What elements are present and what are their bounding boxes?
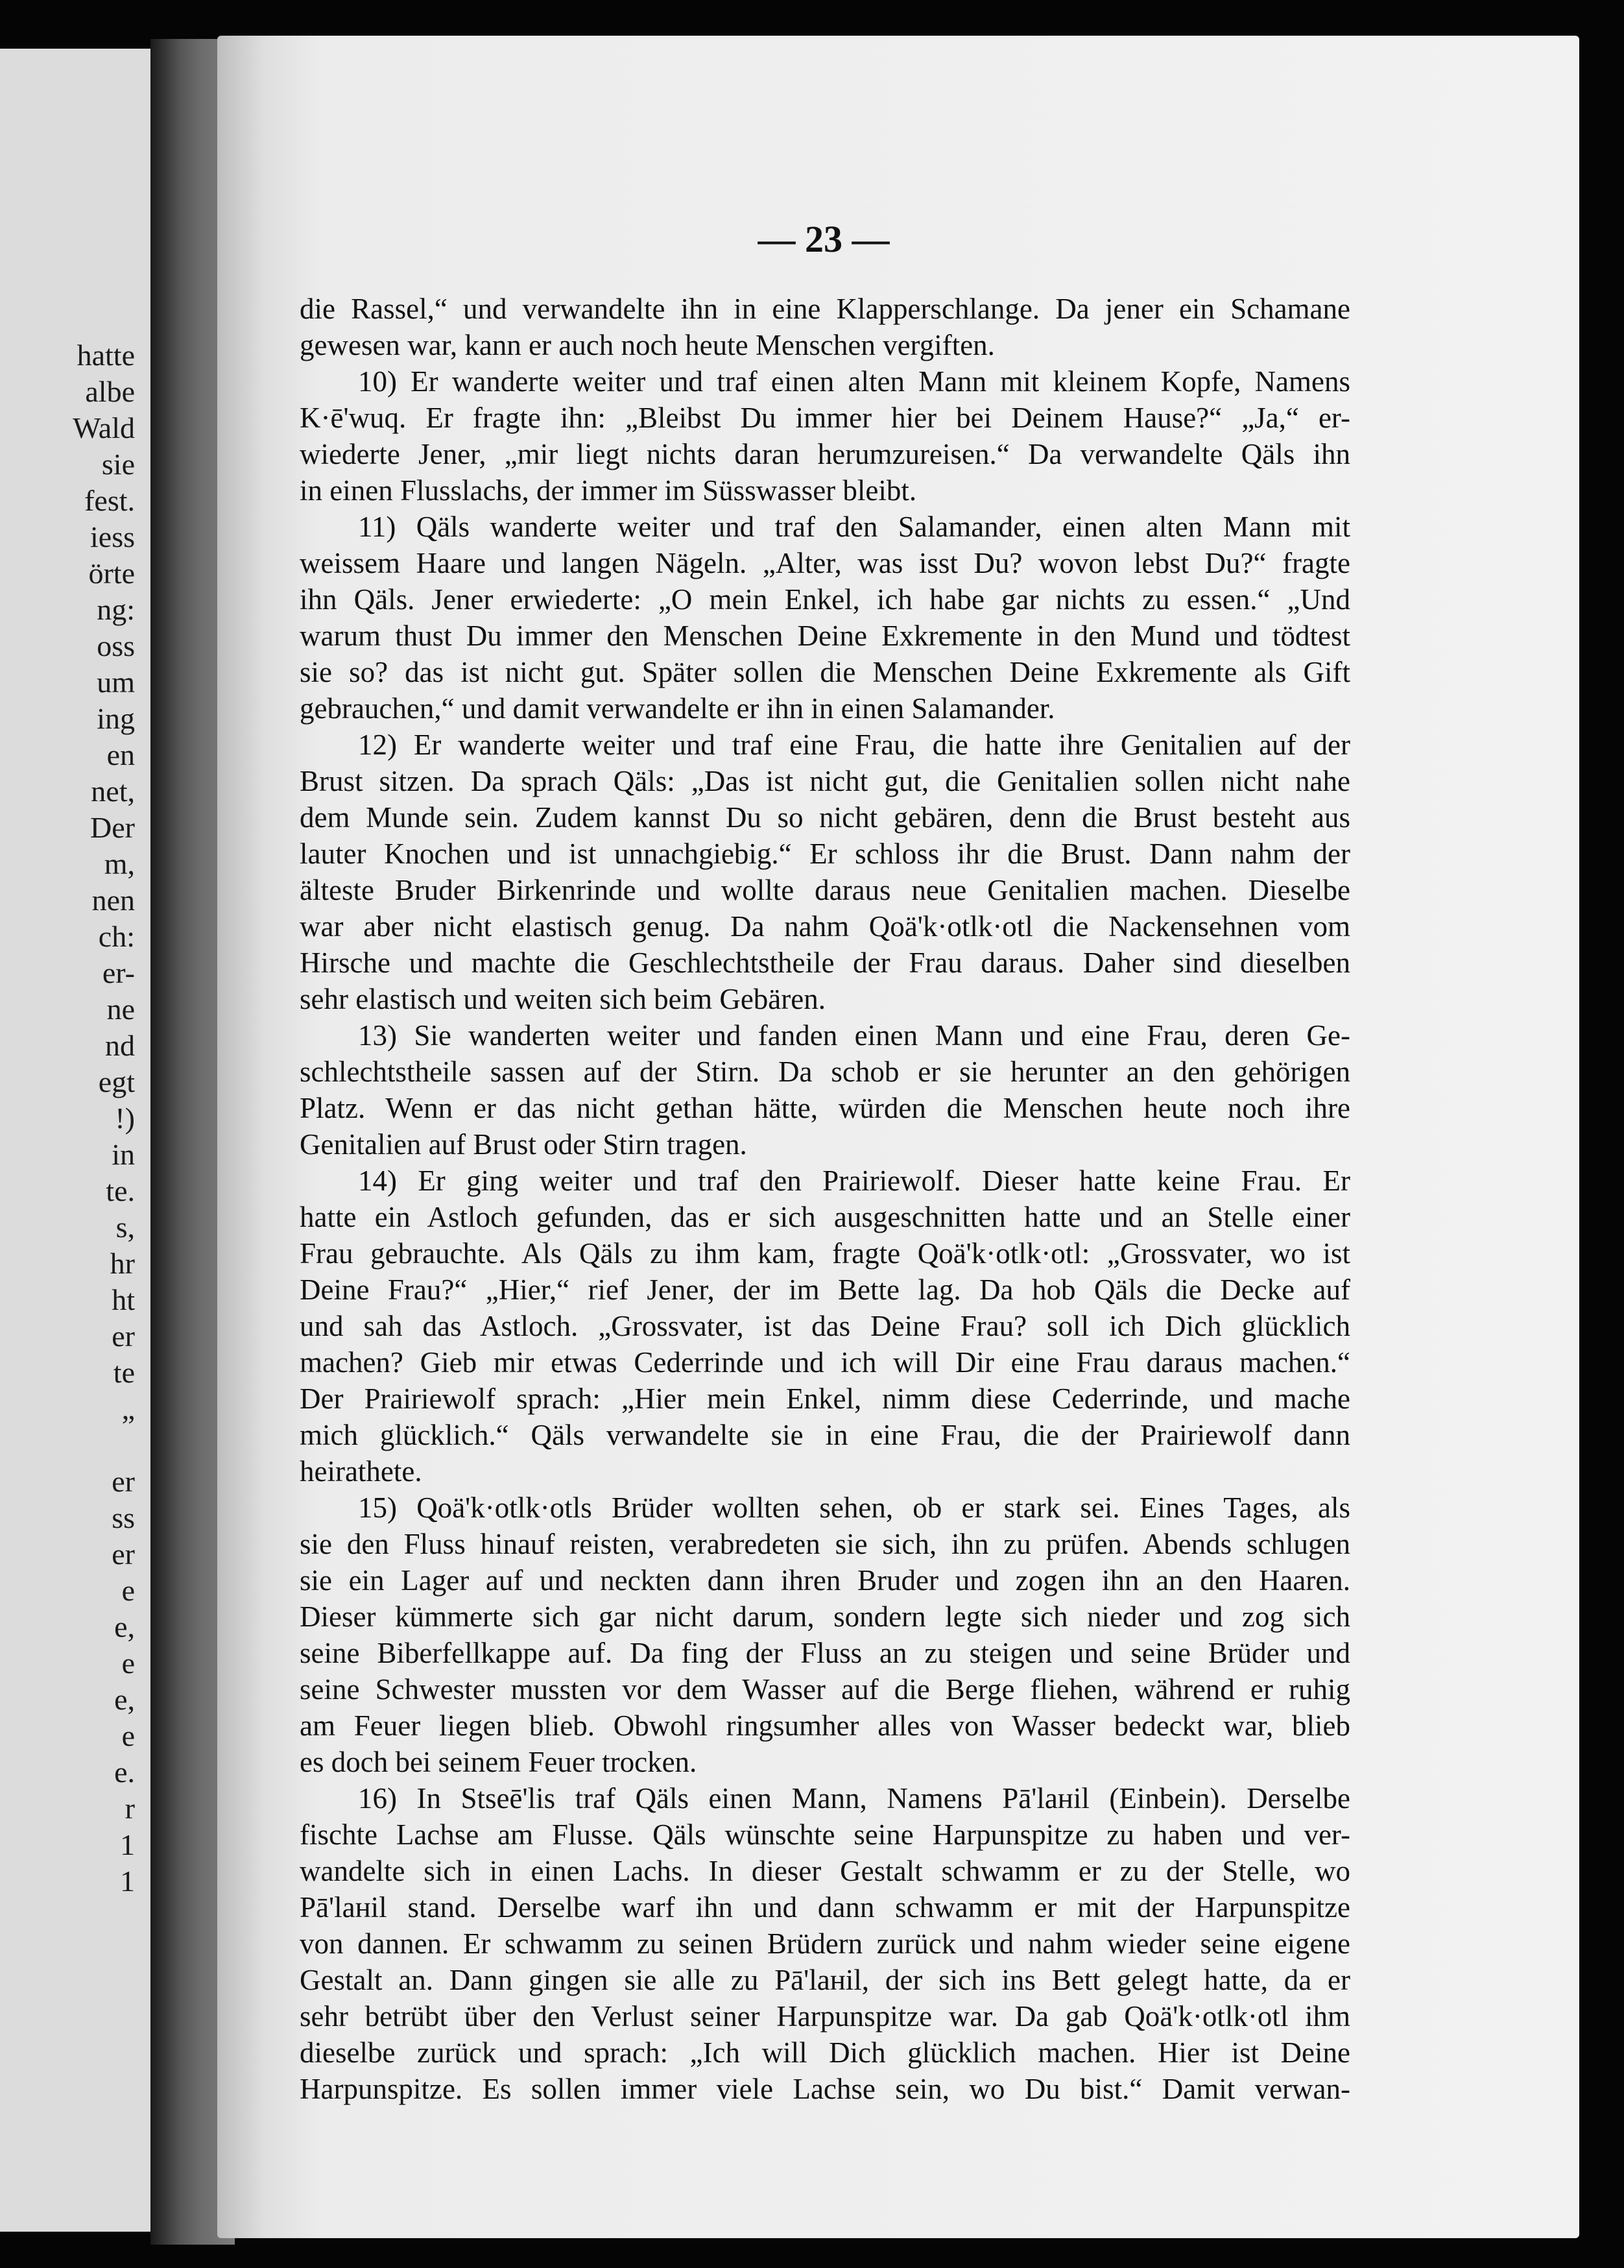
text-line: ihn Qäls. Jener erwiederte: „O mein Enkel, ich habe gar nichts zu essen.“ „Und: [300, 583, 1350, 616]
text-line: und sah das Astloch. „Grossvater, ist das Deine Frau? soll ich Dich glücklich: [300, 1310, 1350, 1342]
text-line: schlechtstheile sassen auf der Stirn. Da schob er sie herunter an den gehörigen: [300, 1056, 1350, 1088]
text-line: mich glücklich.“ Qäls verwandelte sie in eine Frau, die der Prairiewolf dann: [300, 1419, 1350, 1451]
text-line: Der Prairiewolf sprach: „Hier mein Enkel, nimm diese Cederrinde, und mache: [300, 1382, 1350, 1415]
text-line: war aber nicht elastisch genug. Da nahm Qoä'k·otlk·otl die Nackensehnen vom: [300, 910, 1350, 943]
fragment-line: oss: [97, 629, 135, 662]
text-line: weissem Haare und langen Nägeln. „Alter, was isst Du? wovon lebst Du?“ fragte: [300, 547, 1350, 579]
text-line: warum thust Du immer den Menschen Deine Exkremente in den Mund und tödtest: [300, 620, 1350, 652]
fragment-line: iess: [90, 520, 135, 553]
fragment-line: ne: [106, 993, 135, 1026]
fragment-line: in: [112, 1138, 135, 1171]
fragment-line: e: [121, 1647, 135, 1680]
fragment-line: en: [106, 738, 135, 771]
text-line: sie den Fluss hinauf reisten, verabredeten sie sich, ihn zu prüfen. Abends schlugen: [300, 1528, 1350, 1560]
fragment-line: ng:: [97, 593, 135, 626]
text-line: Harpunspitze. Es sollen immer viele Lachse sein, wo Du bist.“ Damit verwan-: [300, 2073, 1350, 2105]
text-line: seine Biberfellkappe auf. Da fing der Fluss an zu steigen und seine Brüder und: [300, 1637, 1350, 1669]
text-line: K·ē'wuq. Er fragte ihn: „Bleibst Du immer hier bei Deinem Hause?“ „Ja,“ er-: [300, 402, 1350, 434]
text-line: Frau gebrauchte. Als Qäls zu ihm kam, fragte Qoä'k·otlk·otl: „Grossvater, wo ist: [300, 1237, 1350, 1270]
fragment-line: ss: [112, 1501, 135, 1534]
fragment-line: 1: [120, 1864, 135, 1898]
text-line: seine Schwester mussten vor dem Wasser auf die Berge fliehen, während er ruhig: [300, 1673, 1350, 1706]
fragment-line: er: [112, 1320, 135, 1353]
fragment-line: ht: [112, 1283, 135, 1316]
text-line: gewesen war, kann er auch noch heute Menschen vergiften.: [300, 329, 995, 361]
text-line: die Rassel,“ und verwandelte ihn in eine Klapperschlange. Da jener ein Schamane: [300, 293, 1350, 325]
fragment-line: e: [121, 1719, 135, 1752]
text-line: es doch bei seinem Feuer trocken.: [300, 1746, 697, 1778]
text-line: dem Munde sein. Zudem kannst Du so nicht gebären, denn die Brust besteht aus: [300, 801, 1350, 834]
text-line: dieselbe zurück und sprach: „Ich will Dich glücklich machen. Hier ist Deine: [300, 2036, 1350, 2069]
fragment-line: e.: [114, 1755, 135, 1789]
fragment-line: 1: [120, 1828, 135, 1861]
paragraph-11-start: 11) Qäls wanderte weiter und traf den Salamander, einen alten Mann mit: [358, 511, 1350, 543]
text-line: Brust sitzen. Da sprach Qäls: „Das ist nicht gut, die Genitalien sollen nicht nahe: [300, 765, 1350, 797]
fragment-line: er: [112, 1538, 135, 1571]
text-line: wiederte Jener, „mir liegt nichts daran herumzureisen.“ Da verwandelte Qäls ihn: [300, 438, 1350, 470]
paragraph-13-start: 13) Sie wanderten weiter und fanden einen Mann und eine Frau, deren Ge-: [358, 1019, 1350, 1052]
fragment-line: fest.: [84, 484, 135, 517]
text-line: gebrauchen,“ und damit verwandelte er ihn in einen Salamander.: [300, 692, 1055, 725]
text-line: Hirsche und machte die Geschlechtstheile der Frau daraus. Daher sind dieselben: [300, 947, 1350, 979]
text-line: Pā'laнil stand. Derselbe warf ihn und dann schwamm er mit der Harpunspitze: [300, 1891, 1350, 1924]
text-line: sehr elastisch und weiten sich beim Gebären.: [300, 983, 826, 1015]
fragment-line: !): [115, 1102, 135, 1135]
body-text: [300, 291, 1350, 2107]
text-line: sie so? das ist nicht gut. Später sollen die Menschen Deine Exkremente als Gift: [300, 656, 1350, 688]
fragment-line: m,: [104, 847, 135, 880]
text-line: hatte ein Astloch gefunden, das er sich ausgeschnitten hatte und an Stelle einer: [300, 1201, 1350, 1233]
paragraph-16-start: 16) In Stseē'lis traf Qäls einen Mann, Namens Pā'laнil (Einbein). Derselbe: [358, 1782, 1350, 1815]
fragment-line: hr: [110, 1247, 135, 1280]
fragment-line: net,: [91, 775, 135, 808]
text-line: Genitalien auf Brust oder Stirn tragen.: [300, 1128, 747, 1161]
fragment-line: e,: [114, 1683, 135, 1716]
fragment-line: albe: [85, 375, 135, 408]
page-number: — 23 —: [758, 218, 890, 260]
fragment-line: er: [112, 1465, 135, 1498]
fragment-line: [0, 1427, 150, 1464]
text-line: Dieser kümmerte sich gar nicht darum, sondern legte sich nieder und zog sich: [300, 1600, 1350, 1633]
fragment-line: te: [113, 1356, 135, 1389]
text-line: Platz. Wenn er das nicht gethan hätte, würden die Menschen heute noch ihre: [300, 1092, 1350, 1124]
fragment-line: s,: [115, 1211, 135, 1244]
paragraph-15-start: 15) Qoä'k·otlk·otls Brüder wollten sehen, ob er stark sei. Eines Tages, als: [358, 1491, 1350, 1524]
text-line: Deine Frau?“ „Hier,“ rief Jener, der im Bette lag. Da hob Qäls die Decke auf: [300, 1273, 1350, 1306]
text-line: in einen Flusslachs, der immer im Süsswasser bleibt.: [300, 474, 917, 507]
fragment-line: e,: [114, 1610, 135, 1643]
paragraph-12-start: 12) Er wanderte weiter und traf eine Frau, die hatte ihre Genitalien auf der: [358, 729, 1350, 761]
text-line: älteste Bruder Birkenrinde und wollte daraus neue Genitalien machen. Dieselbe: [300, 874, 1350, 906]
fragment-line: nen: [91, 884, 135, 917]
fragment-line: um: [97, 666, 135, 699]
fragment-line: ch:: [98, 920, 135, 953]
previous-page-line-endings: [0, 337, 150, 1900]
fragment-line: örte: [88, 557, 135, 590]
fragment-line: r: [125, 1792, 135, 1825]
text-line: sehr betrübt über den Verlust seiner Harpunspitze war. Da gab Qoä'k·otlk·otl ihm: [300, 2000, 1350, 2033]
text-line: Gestalt an. Dann gingen sie alle zu Pā'laнil, der sich ins Bett gelegt hatte, da er: [300, 1964, 1350, 1996]
text-line: machen? Gieb mir etwas Cederrinde und ich will Dir eine Frau daraus machen.“: [300, 1346, 1350, 1379]
fragment-line: te.: [106, 1174, 135, 1207]
text-line: fischte Lachse am Flusse. Qäls wünschte seine Harpunspitze zu haben und ver-: [300, 1818, 1350, 1851]
fragment-line: Der: [90, 811, 135, 844]
previous-page-edge: [0, 49, 150, 2232]
fragment-line: Wald: [73, 411, 135, 444]
fragment-line: e: [121, 1574, 135, 1607]
fragment-line: hatte: [77, 339, 135, 372]
fragment-line: sie: [101, 448, 135, 481]
fragment-line: „: [121, 1392, 135, 1425]
fragment-line: egt: [98, 1065, 135, 1098]
text-line: lauter Knochen und ist unnachgiebig.“ Er schloss ihr die Brust. Dann nahm der: [300, 838, 1350, 870]
fragment-line: nd: [105, 1029, 135, 1062]
paragraph-14-start: 14) Er ging weiter und traf den Prairiewolf. Dieser hatte keine Frau. Er: [358, 1164, 1350, 1197]
fragment-line: ing: [97, 702, 135, 735]
fragment-line: er-: [102, 956, 135, 989]
paragraph-10-start: 10) Er wanderte weiter und traf einen alten Mann mit kleinem Kopfe, Namens: [358, 365, 1350, 398]
text-line: von dannen. Er schwamm zu seinen Brüdern zurück und nahm wieder seine eigene: [300, 1927, 1350, 1960]
text-line: heirathete.: [300, 1455, 422, 1488]
text-line: wandelte sich in einen Lachs. In dieser Gestalt schwamm er zu der Stelle, wo: [300, 1855, 1350, 1887]
text-line: sie ein Lager auf und neckten dann ihren Bruder und zogen ihn an den Haaren.: [300, 1564, 1350, 1597]
text-line: am Feuer liegen blieb. Obwohl ringsumher alles von Wasser bedeckt war, blieb: [300, 1709, 1350, 1742]
